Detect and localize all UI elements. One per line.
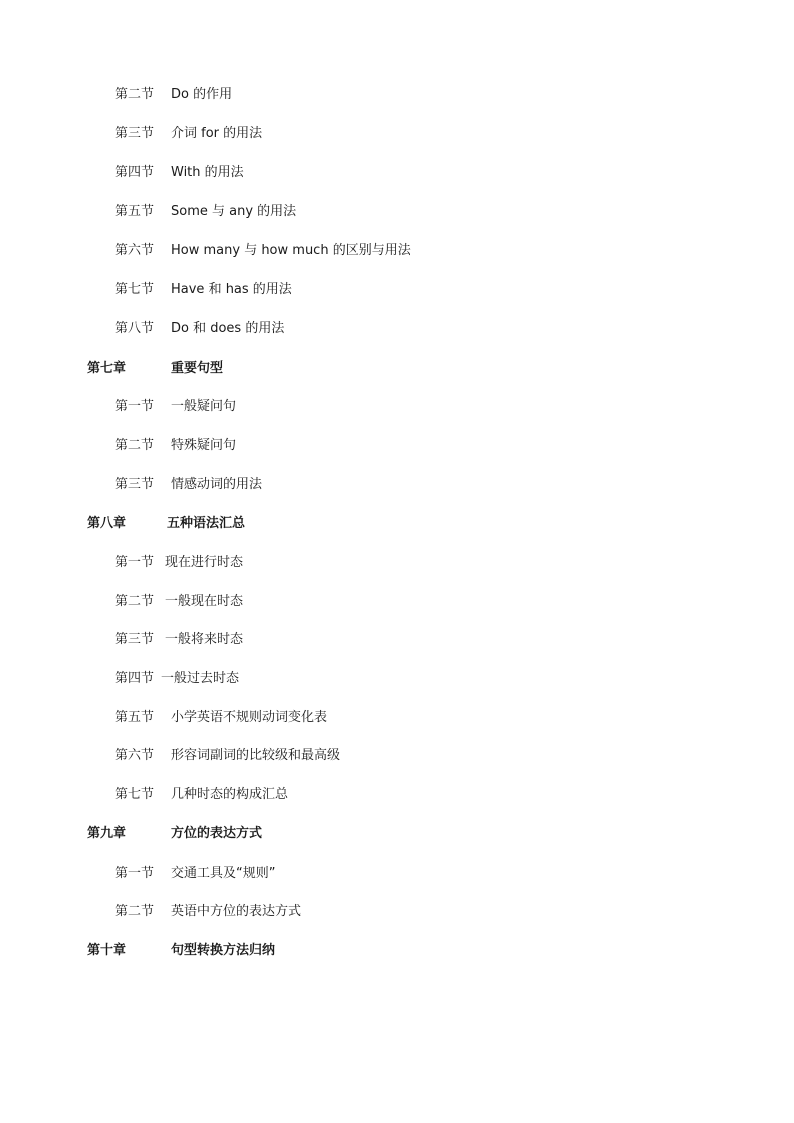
section-number: 第六节 <box>115 748 155 763</box>
section-title: 一般将来时态 <box>165 632 244 647</box>
section-number: 第七节 <box>115 282 155 297</box>
section-number: 第四节 <box>115 165 155 180</box>
section-number: 第五节 <box>115 710 155 725</box>
section-number: 第二节 <box>115 594 155 609</box>
section-number: 第六节 <box>115 243 155 258</box>
section-number: 第一节 <box>115 866 155 881</box>
section-title: How many 与 how much 的区别与用法 <box>171 243 411 258</box>
section-title: With 的用法 <box>171 165 244 180</box>
section-title: 特殊疑问句 <box>171 438 237 453</box>
section-number: 第五节 <box>115 204 155 219</box>
section-title: 英语中方位的表达方式 <box>171 904 302 919</box>
section-number: 第七节 <box>115 787 155 802</box>
section-title: 一般过去时态 <box>161 671 240 686</box>
chapter-number: 第九章 <box>87 826 127 841</box>
section-number: 第二节 <box>115 438 155 453</box>
section-number: 第二节 <box>115 904 155 919</box>
section-title: Have 和 has 的用法 <box>171 282 292 297</box>
section-title: 小学英语不规则动词变化表 <box>171 710 328 725</box>
section-number: 第一节 <box>115 399 155 414</box>
section-title: 一般现在时态 <box>165 594 244 609</box>
section-title: 情感动词的用法 <box>171 477 263 492</box>
section-title: Do 的作用 <box>171 87 233 102</box>
section-title: 一般疑问句 <box>171 399 237 414</box>
section-number: 第三节 <box>115 632 155 647</box>
chapter-title: 方位的表达方式 <box>171 826 263 841</box>
chapter-number: 第八章 <box>87 516 127 531</box>
section-title: 几种时态的构成汇总 <box>171 787 289 802</box>
section-title: 介词 for 的用法 <box>171 126 263 141</box>
chapter-title: 重要句型 <box>171 361 224 376</box>
section-title: 现在进行时态 <box>165 555 244 570</box>
section-number: 第四节 <box>115 671 155 686</box>
chapter-number: 第七章 <box>87 361 127 376</box>
chapter-title: 五种语法汇总 <box>167 516 246 531</box>
section-number: 第八节 <box>115 321 155 336</box>
chapter-number: 第十章 <box>87 943 127 958</box>
chapter-title: 句型转换方法归纳 <box>171 943 276 958</box>
section-title: 交通工具及“规则” <box>171 866 276 881</box>
section-number: 第三节 <box>115 126 155 141</box>
section-number: 第三节 <box>115 477 155 492</box>
section-title: 形容词副词的比较级和最高级 <box>171 748 341 763</box>
section-number: 第一节 <box>115 555 155 570</box>
section-title: Some 与 any 的用法 <box>171 204 297 219</box>
section-number: 第二节 <box>115 87 155 102</box>
section-title: Do 和 does 的用法 <box>171 321 285 336</box>
